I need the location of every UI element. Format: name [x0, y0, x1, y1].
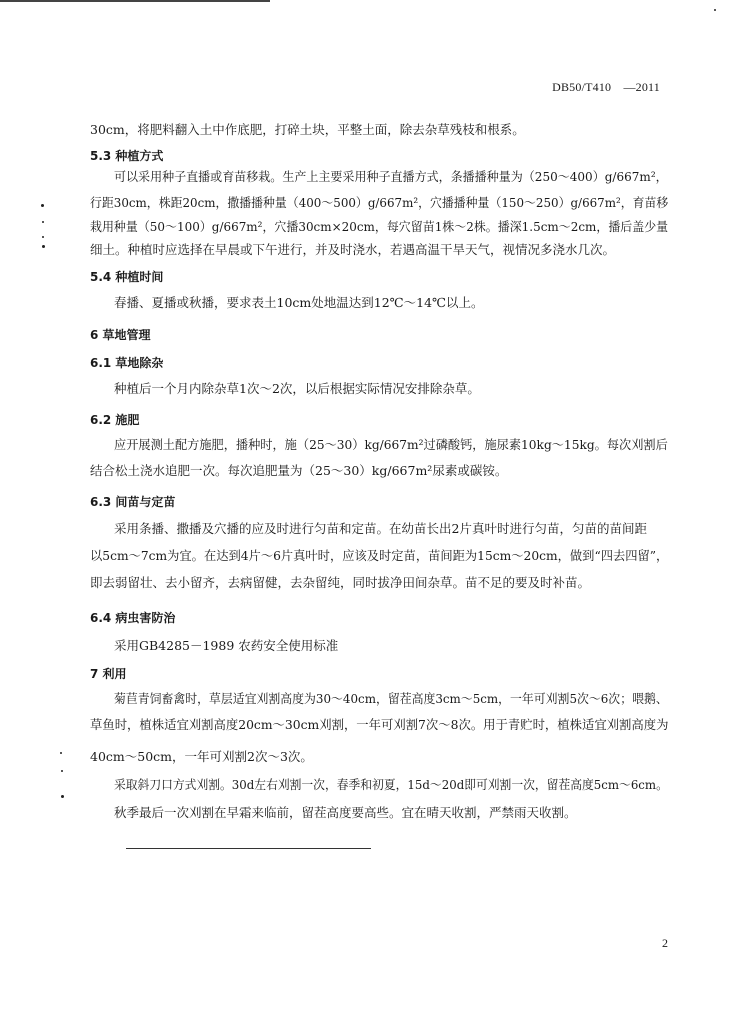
scan-speck — [42, 221, 44, 223]
body-text-line: 结合松土浇水追肥一次。每次追肥量为（25～30）kg/667m²尿素或碳铵。 — [90, 463, 508, 478]
page-number: 2 — [662, 936, 668, 950]
scan-speck — [42, 245, 45, 248]
body-text-line: 采用条播、撒播及穴播的应及时进行匀苗和定苗。在幼苗长出2片真叶时进行匀苗，匀苗的苗间距 — [114, 521, 647, 536]
section-heading-6-2: 6.2 施肥 — [90, 413, 140, 427]
body-text-line: 秋季最后一次刈割在早霜来临前，留茬高度要高些。宜在晴天收割，严禁雨天收割。 — [114, 805, 577, 820]
scan-speck — [42, 236, 44, 238]
end-of-standard-rule — [126, 848, 371, 849]
scan-speck — [60, 752, 62, 754]
body-text-line: 行距30cm，株距20cm，撒播播种量（400～500）g/667m²，穴播播种量（150～250）g/667m²，育苗移 — [90, 195, 669, 210]
body-text-line: 即去弱留壮、去小留齐，去病留健，去杂留纯，同时拔净田间杂草。苗不足的要及时补苗。 — [90, 575, 591, 590]
body-text-line: 草鱼时，植株适宜刈割高度20cm～30cm刈割，一年可刈割7次～8次。用于青贮时，植株适宜刈割高度为 — [90, 717, 669, 732]
body-text-line: 采取斜刀口方式刈割。30d左右刈割一次，春季和初夏，15d～20d即可刈割一次，留茬高度5cm～6cm。 — [114, 777, 668, 792]
scan-speck — [61, 795, 64, 798]
top-edge-rule — [0, 0, 270, 2]
chapter-heading-6: 6 草地管理 — [90, 328, 151, 342]
scan-speck — [41, 204, 44, 207]
section-heading-6-4: 6.4 病虫害防治 — [90, 611, 176, 625]
standard-code-header: DB50/T410 —2011 — [552, 80, 660, 94]
body-text-line: 春播、夏播或秋播，要求表土10cm处地温达到12℃～14℃以上。 — [114, 295, 484, 310]
body-text-line: 40cm～50cm，一年可刈割2次～3次。 — [90, 749, 313, 764]
body-text-line: 采用GB4285－1989 农药安全使用标准 — [114, 638, 339, 653]
body-text-line: 栽用种量（50～100）g/667m²，穴播30cm×20cm，每穴留苗1株～2株。播深1.5cm～2cm，播后盖少量 — [90, 219, 669, 234]
body-text-line: 以5cm～7cm为宜。在达到4片～6片真叶时，应该及时定苗，苗间距为15cm～20cm，做到“四去四留”， — [90, 548, 669, 563]
section-heading-6-1: 6.1 草地除杂 — [90, 356, 164, 370]
section-heading-5-3: 5.3 种植方式 — [90, 149, 164, 163]
body-text-line: 菊苣青饲畜禽时，草层适宜刈割高度为30～40cm，留茬高度3cm～5cm，一年可刈割5次～6次；喂鹅、 — [114, 691, 668, 706]
scan-speck — [714, 9, 716, 11]
body-text-line: 30cm，将肥料翻入土中作底肥，打碎土块，平整土面，除去杂草残枝和根系。 — [90, 122, 525, 137]
body-text-line: 种植后一个月内除杂草1次～2次，以后根据实际情况安排除杂草。 — [114, 381, 480, 396]
scan-speck — [61, 770, 63, 772]
chapter-heading-7: 7 利用 — [90, 667, 127, 681]
section-heading-6-3: 6.3 间苗与定苗 — [90, 495, 176, 509]
section-heading-5-4: 5.4 种植时间 — [90, 270, 164, 284]
body-text-line: 可以采用种子直播或育苗移栽。生产上主要采用种子直播方式，条播播种量为（250～400）g/667m²， — [114, 169, 668, 184]
body-text-line: 应开展测土配方施肥，播种时，施（25～30）kg/667m²过磷酸钙，施尿素10kg～15kg。每次刈割后 — [114, 437, 668, 452]
body-text-line: 细土。种植时应选择在早晨或下午进行，并及时浇水，若遇高温干旱天气，视情况多浇水几次。 — [90, 242, 616, 257]
